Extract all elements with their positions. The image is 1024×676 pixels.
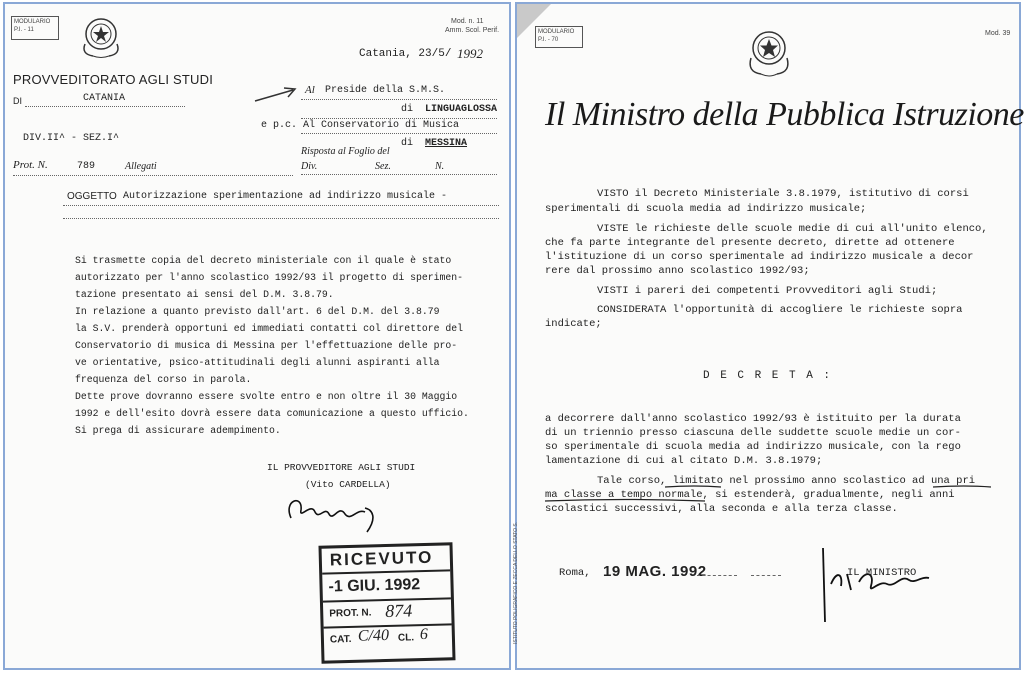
allegati-label: Allegati <box>125 161 157 172</box>
text-line: a decorrere dall'anno scolastico 1992/93 è istituito per la durata <box>545 413 961 425</box>
division-line: DIV.II^ - SEZ.I^ <box>23 133 120 144</box>
text-line: sperimentali di scuola media ad indirizzo musicale; <box>545 203 867 215</box>
republic-emblem-icon <box>79 14 123 60</box>
stamp-cat-value: C/40 <box>357 626 390 645</box>
di-label: DI <box>13 96 22 106</box>
stamp-cat-label: CAT. <box>329 633 352 646</box>
signature-title: IL PROVVEDITORE AGLI STUDI <box>267 462 416 473</box>
decreta-heading: D E C R E T A : <box>703 370 833 382</box>
office-title: PROVVEDITORATO AGLI STUDI <box>13 72 214 87</box>
place-label: Roma, <box>559 567 591 579</box>
n-label: N. <box>435 161 445 172</box>
stamp-prot-value: 874 <box>384 600 413 622</box>
addressee-city1: LINGUAGLOSSA <box>425 104 498 115</box>
text-line: VISTI i pareri dei competenti Provveditori agli Studi; <box>597 285 938 297</box>
minister-heading: Il Ministro della Pubblica Istruzione <box>545 96 1024 133</box>
body-line: Conservatorio di musica di Messina per l'effettuazione delle pro- <box>75 340 458 351</box>
text-line: lamentazione di cui al citato D.M. 3.8.1979; <box>545 455 823 467</box>
received-stamp <box>318 542 455 663</box>
text-line: ma classe a tempo normale, si estenderà, gradualmente, negli anni <box>545 489 955 501</box>
stamp-cl-label: CL. <box>397 632 415 644</box>
body-line: autorizzato per l'anno scolastico 1992/93 il progetto di sperimen- <box>75 272 464 283</box>
body-line: ve orientative, psico-attitudinali degli alunni aspiranti alla <box>75 357 440 368</box>
text-line: VISTE le richieste delle scuole medie di cui all'unito elenco, <box>597 223 988 235</box>
di-value: CATANIA <box>83 93 126 104</box>
text-line: CONSIDERATA l'opportunità di accogliere le richieste sopra <box>597 304 963 316</box>
mod-sub: Amm. Scol. Perif. <box>445 27 500 34</box>
text-line: di un triennio presso ciascuna delle suddette scuole medie un cor- <box>545 427 961 439</box>
mod-label: Mod. n. 11 <box>451 18 484 25</box>
stamp-prot-label: PROT. N. <box>329 607 372 620</box>
year-handwritten: 1992 <box>457 46 483 61</box>
mod-label: Mod. 39 <box>985 30 1011 37</box>
stamp-ricevuto: RICEVUTO <box>329 547 434 570</box>
text-line: l'istituzione di un corso sperimentale ad indirizzo musicale a decor <box>545 251 974 263</box>
text-line: VISTO il Decreto Ministeriale 3.8.1979, istitutivo di corsi <box>597 188 969 200</box>
pc-line: e p.c. Al Conservatorio di Musica <box>261 120 460 131</box>
margin-text: ISTITUTO POLIGRAFICO E ZECCA DELLO STATO S. <box>513 521 519 644</box>
text-line: Tale corso, limitato nel prossimo anno scolastico ad una pri <box>597 475 976 487</box>
signature-name: (Vito CARDELLA) <box>305 479 391 490</box>
body-line: tazione presentato ai sensi del D.M. 3.8.79. <box>75 289 334 300</box>
div-label: Div. <box>301 161 318 172</box>
handwritten-signature <box>817 544 937 626</box>
addressee-al: Al <box>305 84 315 96</box>
form-tag: MODULARIO P.I. - 70 <box>535 26 583 48</box>
stamp-cl-value: 6 <box>419 625 429 644</box>
right-document <box>513 2 1024 670</box>
left-document <box>3 2 511 670</box>
oggetto-label: OGGETTO <box>67 191 117 202</box>
body-line: Dette prove dovranno essere svolte entro e non oltre il 30 Maggio <box>75 391 458 402</box>
ink-underline <box>545 484 1015 504</box>
handwritten-signature <box>281 488 391 534</box>
addressee-di2: di <box>401 138 414 149</box>
body-line: la S.V. prenderà opportuni ed immediati contatti col direttore del <box>75 323 464 334</box>
arrow-icon <box>253 86 299 104</box>
form-tag: MODULARIO P.I. - 11 <box>11 16 59 40</box>
text-line: rere dal prossimo anno scolastico 1992/93; <box>545 265 810 277</box>
date-stamp: 19 MAG. 1992 <box>603 563 707 580</box>
text-line: so sperimentale di scuola media ad indirizzo musicale, con la rego <box>545 441 961 453</box>
place-date: Catania, 23/5/ <box>359 48 452 60</box>
addressee-city2: MESSINA <box>425 138 468 149</box>
addressee-di1: di <box>401 104 414 115</box>
prot-value: 789 <box>77 161 96 172</box>
body-line: Si trasmette copia del decreto ministeriale con il quale è stato <box>75 255 452 266</box>
body-line: In relazione a quanto previsto dall'art. 6 del D.M. del 3.8.79 <box>75 306 440 317</box>
folded-corner <box>517 4 551 38</box>
body-line: 1992 e dell'esito dovrà essere data comunicazione a questo ufficio. <box>75 408 469 419</box>
stamp-date: -1 GIU. 1992 <box>328 576 421 596</box>
addressee-line1: Preside della S.M.S. <box>325 85 446 96</box>
text-line: che fa parte integrante del presente decreto, dirette ad ottenere <box>545 237 955 249</box>
republic-emblem-icon <box>745 26 793 80</box>
sez-label: Sez. <box>375 161 391 172</box>
body-line: frequenza del corso in parola. <box>75 374 252 385</box>
prot-label: Prot. N. <box>13 159 48 171</box>
oggetto-text: Autorizzazione sperimentazione ad indirizzo musicale - <box>123 191 448 202</box>
body-line: Si prega di assicurare adempimento. <box>75 425 281 436</box>
minister-label: IL MINISTRO <box>847 567 917 579</box>
text-line: scolastici successivi, alla seconda e alla terza classe. <box>545 503 898 515</box>
risposta-label: Risposta al Foglio del <box>301 146 390 157</box>
text-line: indicate; <box>545 318 602 330</box>
